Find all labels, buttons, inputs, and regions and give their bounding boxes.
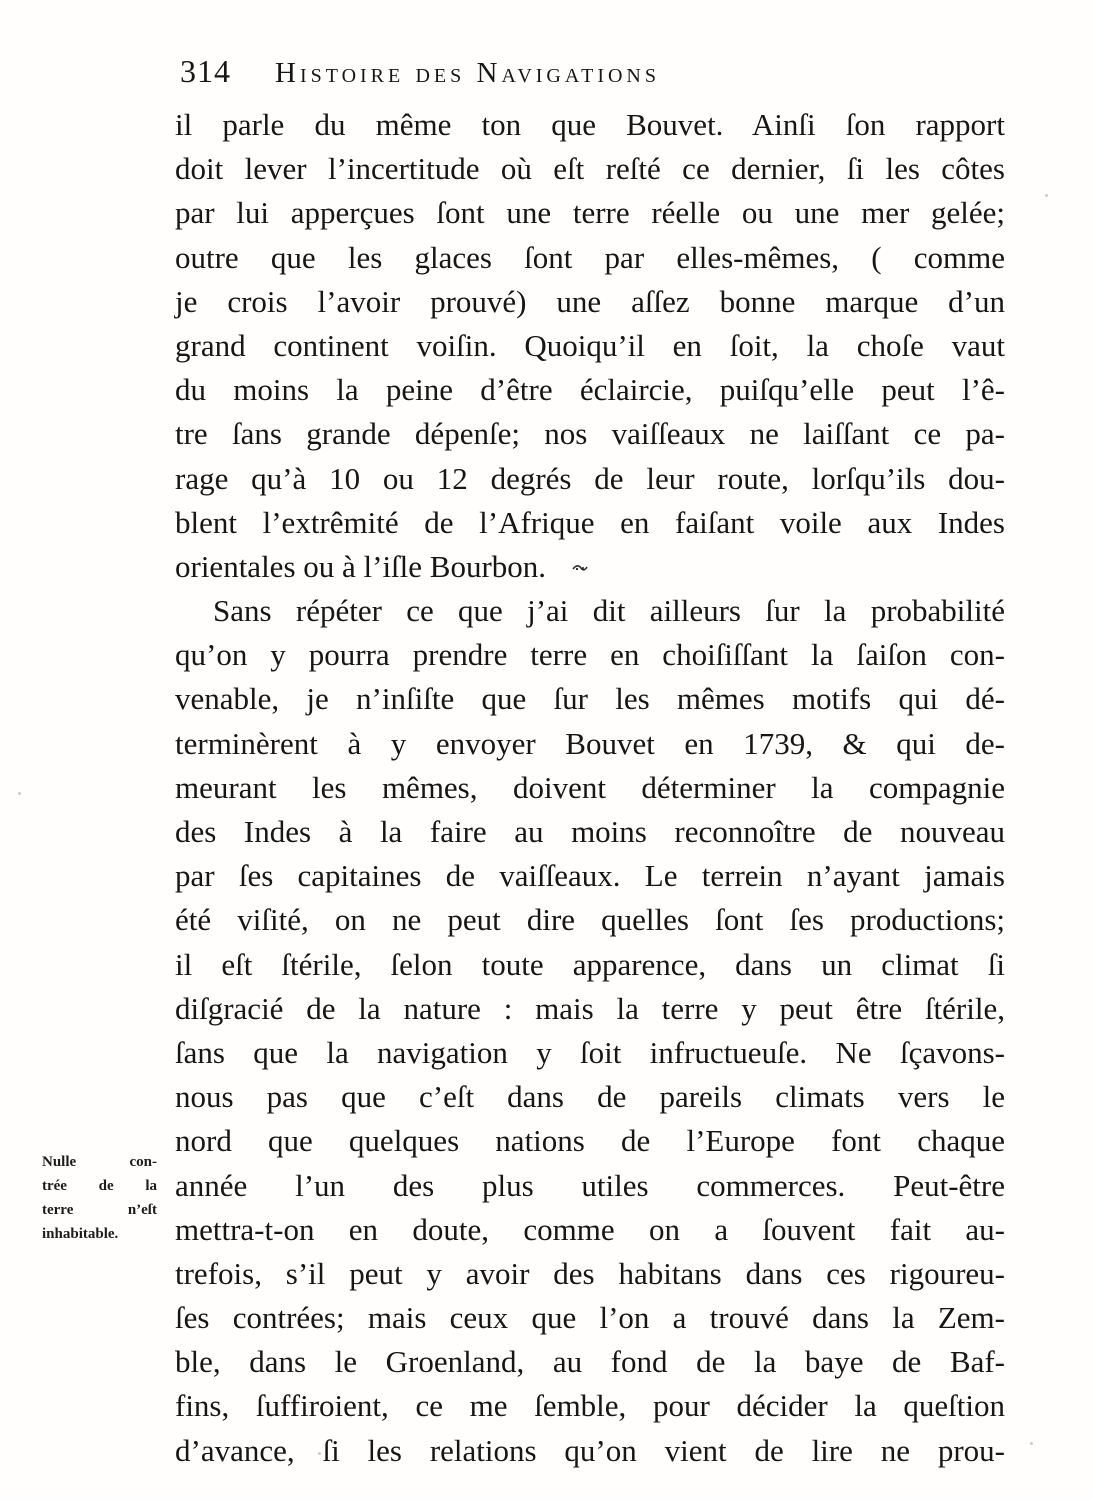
paper-speck [18,792,21,795]
text-line: terminèrent à y envoyer Bouvet en 1739, & qui de- [175,725,1005,761]
text-line: Sans répéter ce que j’ai dit ailleurs ſur la probabilité [213,593,1005,629]
text-line: meurant les mêmes, doivent déterminer la compagnie [175,769,1005,805]
text-line: mettra-t-on en doute, comme on a ſouvent fait au- [175,1211,1005,1247]
paragraph-end-line [175,545,1005,589]
text-line: diſgracié de la nature : mais la terre y peut être ſtérile, [175,990,1005,1026]
text-line: par lui apperçues ſont une terre réelle ou une mer gelée; [175,195,1005,231]
text-line: doit lever l’incertitude où eſt reſté ce dernier, ſi les côtes [175,151,1005,187]
paper-speck [1030,1442,1033,1445]
text-line: je crois l’avoir prouvé) une aſſez bonne marque d’un [175,283,1005,319]
text-line: nous pas que c’eſt dans de pareils climats vers le [175,1079,1005,1115]
text-line: grand continent voiſin. Quoiqu’il en ſoit, la choſe vaut [175,327,1005,363]
margin-note-line: terre n’eſt [42,1202,157,1218]
text-line: nord que quelques nations de l’Europe font chaque [175,1123,1005,1159]
text-line: ſes contrées; mais ceux que l’on a trouvé dans la Zem- [175,1300,1005,1336]
paper-speck [318,1452,321,1455]
text-line: du moins la peine d’être éclaircie, puiſqu’elle peut l’ê- [175,372,1005,408]
paper-speck [1045,194,1048,197]
text-line: été viſité, on ne peut dire quelles ſont ſes productions; [175,902,1005,938]
text-line: d’avance, ſi les relations qu’on vient de lire ne prou- [175,1432,1005,1468]
text-line: blent l’extrêmité de l’Afrique en faiſant voile aux Indes [175,504,1005,540]
running-head [180,53,940,87]
text-line: qu’on y pourra prendre terre en choiſiſſant la ſaiſon con- [175,637,1005,673]
text-line: venable, je n’inſiſte que ſur les mêmes motifs qui dé- [175,681,1005,717]
text-line: tre ſans grande dépenſe; nos vaiſſeaux ne laiſſant ce pa- [175,416,1005,452]
margin-note-line: trée de la [42,1178,157,1194]
text-line: des Indes à la faire au moins reconnoître de nouveau [175,814,1005,849]
text-line: rage qu’à 10 ou 12 degrés de leur route, lorſqu’ils dou- [175,460,1005,496]
text-line: il eſt ſtérile, ſelon toute apparence, dans un climat ſi [175,946,1005,982]
text-line: trefois, s’il peut y avoir des habitans dans ces rigoureu- [175,1255,1005,1291]
text-line: ſans que la navigation y ſoit infructueuſe. Ne ſçavons- [175,1034,1005,1070]
body-text [175,103,1005,1473]
text-line: fins, ſuffiroient, ce me ſemble, pour décider la queſtion [175,1388,1005,1424]
text-line: année l’un des plus utiles commerces. Peut-être [175,1167,1005,1203]
text-line: il parle du même ton que Bouvet. Ainſi ſon rapport [175,107,1005,142]
margin-note-line: inhabitable. [42,1226,119,1242]
running-title: Histoire des Navigations [275,57,660,89]
page-number: 314 [180,53,231,89]
paragraph-end-text: orientales ou à l’iſle Bourbon. [175,548,547,584]
text-line: outre que les glaces ſont par elles-mêmes, ( comme [175,239,1005,275]
margin-note [42,1150,157,1246]
text-line: ble, dans le Groenland, au fond de la baye de Baf- [175,1344,1005,1380]
printer-ornament-icon [572,564,588,572]
margin-note-line: Nulle con- [42,1154,157,1170]
text-line: par ſes capitaines de vaiſſeaux. Le terrein n’ayant jamais [175,858,1005,894]
